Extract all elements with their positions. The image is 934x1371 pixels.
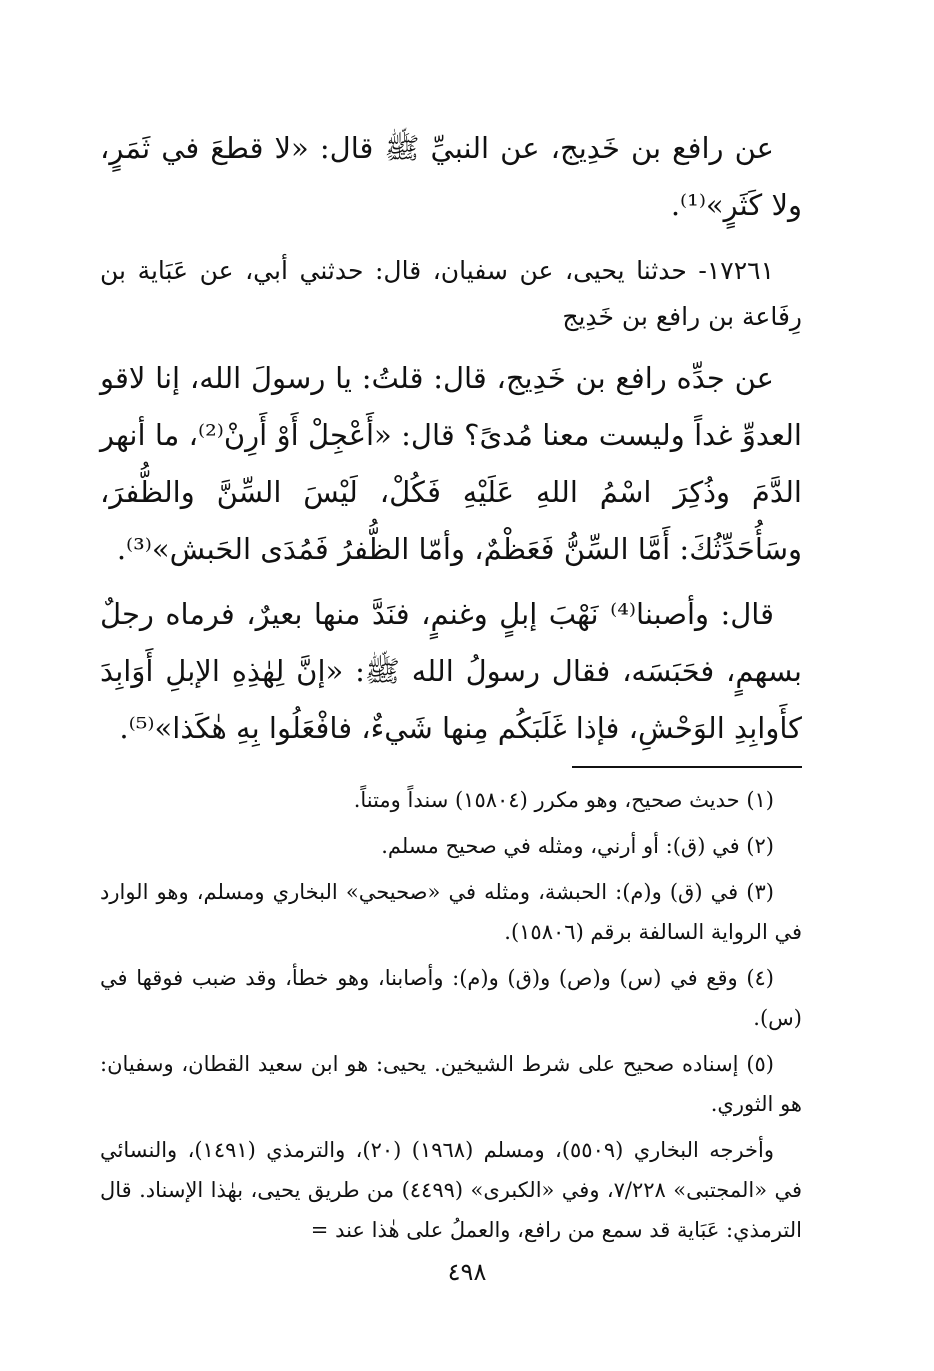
footnote-4: (٤) وقع في (س) و(ص) و(ق) و(م): وأصابنا، وهو خطأ، وقد ضبب فوقها في (س). bbox=[100, 966, 802, 1030]
footnote-divider bbox=[572, 766, 802, 768]
hadith-text-3: قال: وأصبنا⁽⁴⁾ نَهْبَ إبلٍ وغنمٍ، فنَدَّ منها بعيرٌ، فرماه رجلٌ بسهمٍ، فحَبَسَه، فقال رسولُ الله ﷺ: «إنَّ لِهٰذِهِ الإبلِ أَوَابِدَ كأَوابِدِ الوَحْشِ، فإذا غَلَبَكُم مِنها شَيءٌ، فافْعَلُوا بِهِ هٰكَذا»⁽⁵⁾. bbox=[100, 597, 802, 745]
footnote-1: (١) حديث صحيح، وهو مكرر (١٥٨٠٤) سنداً ومتناً. bbox=[353, 788, 774, 812]
footnote-3: (٣) في (ق) و(م): الحبشة، ومثله في «صحيحي» البخاري ومسلم، وهو الوارد في الرواية السالفة برقم (١٥٨٠٦). bbox=[100, 880, 802, 944]
footnotes bbox=[100, 780, 802, 1250]
footnote-5: (٥) إسناده صحيح على شرط الشيخين. يحيى: هو ابن سعيد القطان، وسفيان: هو الثوري. bbox=[100, 1052, 802, 1116]
hadith-text-2: عن جدِّه رافع بن خَدِيج، قال: قلتُ: يا رسولَ الله، إنا لاقو العدوِّ غداً وليست معنا مُدىً؟ قال: «أَعْجِلْ أَوْ أَرِنْ⁽²⁾، ما أنهر الدَّمَ وذُكِرَ اسْمُ اللهِ عَلَيْهِ فَكُلْ، لَيْسَ السِّنَّ والظُّفرَ، وسَأُحَدِّثُكَ: أَمَّا السِّنُّ فَعَظْمٌ، وأمّا الظُّفرُ فَمُدَى الحَبش»⁽³⁾. bbox=[100, 361, 802, 566]
main-text bbox=[100, 120, 802, 765]
hadith-isnad-17261: ١٧٢٦١- حدثنا يحيى، عن سفيان، قال: حدثني أبي، عن عَبَاية بن رِفَاعة بن رافع بن خَدِيج bbox=[100, 256, 802, 331]
hadith-text-1: عن رافع بن خَدِيج، عن النبيِّ ﷺ قال: «لا قطعَ في ثَمَرٍ، ولا كَثَرٍ»⁽¹⁾. bbox=[100, 131, 802, 222]
footnote-5-continued: وأخرجه البخاري (٥٥٠٩)، ومسلم (١٩٦٨) (٢٠)، والترمذي (١٤٩١)، والنسائي في «المجتبى» ٧/٢٢٨، وفي «الكبرى» (٤٤٩٩) من طريق يحيى، بهٰذا الإسناد. قال الترمذي: عَبَاية قد سمع من رافع، والعملُ على هٰذا عند = bbox=[100, 1138, 802, 1242]
footnote-2: (٢) في (ق): أو أرني، ومثله في صحيح مسلم. bbox=[381, 834, 774, 858]
page-number: ٤٩٨ bbox=[447, 1258, 487, 1286]
